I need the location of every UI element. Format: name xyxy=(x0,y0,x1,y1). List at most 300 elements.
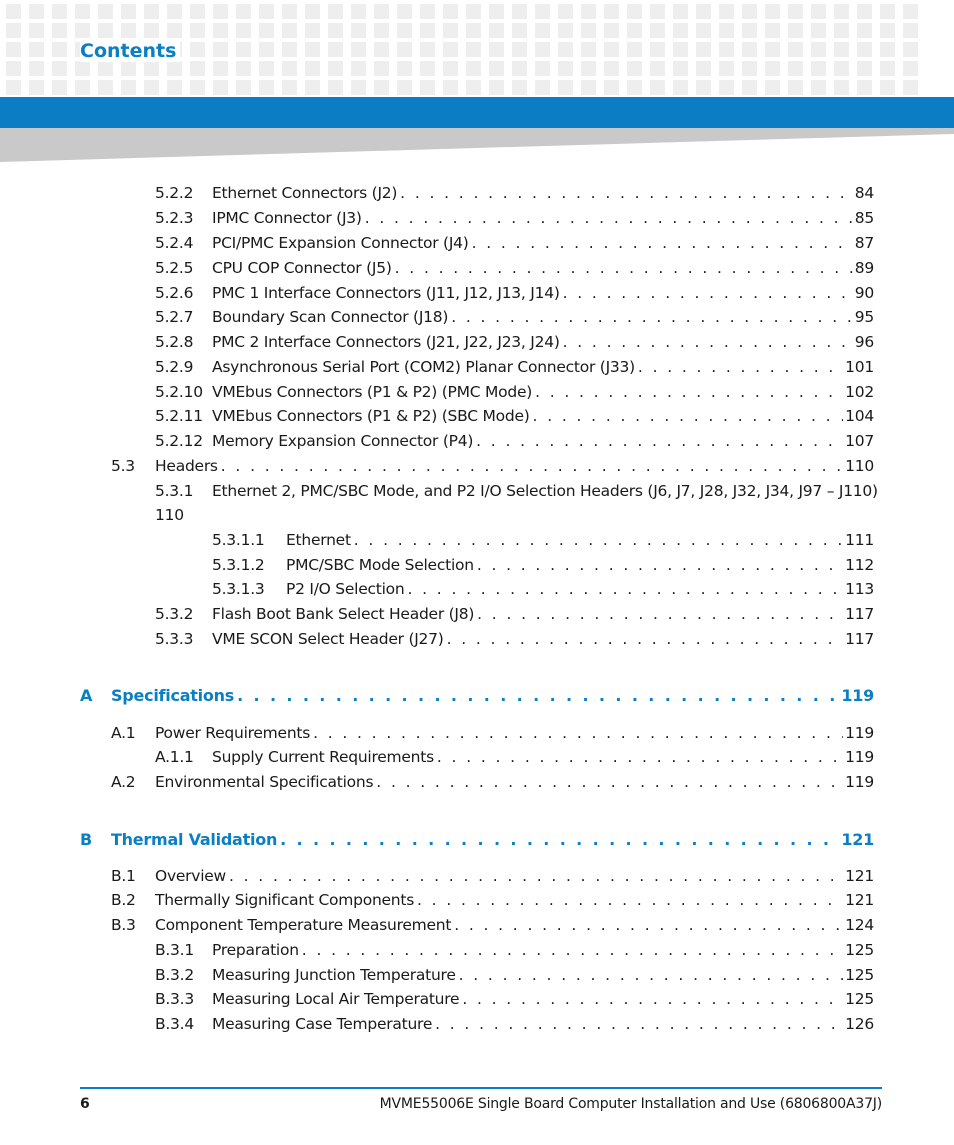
toc-entry[interactable] xyxy=(111,867,874,889)
pattern-square xyxy=(742,4,757,19)
toc-entry-title: PCI/PMC Expansion Connector (J4) xyxy=(212,234,469,252)
toc-entry[interactable] xyxy=(155,184,874,206)
toc-entry-title: Thermally Significant Components xyxy=(155,891,415,909)
toc-chapter-entry[interactable] xyxy=(80,830,874,852)
pattern-square xyxy=(834,80,849,95)
pattern-square xyxy=(305,61,320,76)
toc-entry-number: B.3.1 xyxy=(155,941,194,959)
toc-entry-page: 119 xyxy=(845,724,874,742)
pattern-square xyxy=(443,23,458,38)
toc-entry-number: 5.2.6 xyxy=(155,284,194,302)
pattern-square xyxy=(765,80,780,95)
pattern-square xyxy=(98,4,113,19)
toc-dot-leader xyxy=(237,686,839,705)
toc-entry[interactable] xyxy=(155,259,874,281)
pattern-square xyxy=(98,61,113,76)
toc-entry-page: 113 xyxy=(845,580,874,598)
toc-entry[interactable] xyxy=(155,966,874,988)
toc-entry-page: 125 xyxy=(845,990,874,1008)
pattern-square xyxy=(627,23,642,38)
pattern-square xyxy=(903,80,918,95)
toc-dot-leader xyxy=(229,867,843,885)
toc-entry-title: Ethernet 2, PMC/SBC Mode, and P2 I/O Selection Headers (J6, J7, J28, J32, J34, J97 – J110) xyxy=(212,482,878,500)
toc-entry-page: 85 xyxy=(854,209,874,227)
pattern-square xyxy=(719,80,734,95)
pattern-square xyxy=(52,23,67,38)
toc-entry-page: 119 xyxy=(845,748,874,766)
toc-entry-page: 124 xyxy=(845,916,874,934)
toc-entry-number: 5.2.4 xyxy=(155,234,194,252)
toc-entry-number: B.1 xyxy=(111,867,136,885)
pattern-square xyxy=(581,42,596,57)
toc-dot-leader xyxy=(408,580,844,598)
pattern-square xyxy=(98,80,113,95)
toc-dot-leader xyxy=(535,383,843,401)
pattern-square xyxy=(903,42,918,57)
pattern-square xyxy=(29,61,44,76)
toc-entry[interactable] xyxy=(155,941,874,963)
pattern-square xyxy=(29,42,44,57)
pattern-square xyxy=(535,23,550,38)
pattern-square xyxy=(512,42,527,57)
pattern-square xyxy=(558,23,573,38)
toc-entry-number: 5.3.2 xyxy=(155,605,194,623)
toc-entry-title: Specifications xyxy=(111,686,235,705)
pattern-square xyxy=(673,80,688,95)
pattern-square xyxy=(696,4,711,19)
toc-dot-leader xyxy=(459,966,844,984)
pattern-square xyxy=(29,4,44,19)
toc-entry[interactable] xyxy=(155,209,874,231)
pattern-square xyxy=(121,80,136,95)
pattern-square xyxy=(765,4,780,19)
pattern-square xyxy=(466,61,481,76)
toc-dot-leader xyxy=(365,209,853,227)
pattern-square xyxy=(719,23,734,38)
toc-entry-title: Supply Current Requirements xyxy=(212,748,434,766)
pattern-square xyxy=(512,4,527,19)
toc-entry-number: 5.2.12 xyxy=(155,432,203,450)
toc-entry-page: 125 xyxy=(845,941,874,959)
pattern-square xyxy=(742,42,757,57)
pattern-square xyxy=(604,42,619,57)
pattern-square xyxy=(903,4,918,19)
toc-entry-number: 5.3.3 xyxy=(155,630,194,648)
pattern-square xyxy=(443,61,458,76)
pattern-square xyxy=(121,61,136,76)
toc-entry-number: B.3 xyxy=(111,916,136,934)
pattern-square xyxy=(834,4,849,19)
toc-entry-page: 117 xyxy=(845,605,874,623)
pattern-square xyxy=(397,4,412,19)
pattern-square xyxy=(673,23,688,38)
toc-dot-leader xyxy=(302,941,843,959)
footer-rule xyxy=(80,1087,882,1089)
pattern-square xyxy=(236,23,251,38)
pattern-square xyxy=(627,61,642,76)
pattern-square xyxy=(259,80,274,95)
pattern-square xyxy=(627,42,642,57)
toc-entry-number: A xyxy=(80,686,93,705)
pattern-square xyxy=(581,80,596,95)
toc-entry-title: VMEbus Connectors (P1 & P2) (SBC Mode) xyxy=(212,407,530,425)
toc-entry-title: Preparation xyxy=(212,941,299,959)
pattern-square xyxy=(443,80,458,95)
toc-entry-number: 5.2.8 xyxy=(155,333,194,351)
toc-entry[interactable] xyxy=(155,333,874,355)
pattern-square xyxy=(696,23,711,38)
toc-entry-number: 5.3.1.3 xyxy=(212,580,265,598)
toc-entry-title: CPU COP Connector (J5) xyxy=(212,259,392,277)
toc-entry-number: A.1.1 xyxy=(155,748,194,766)
pattern-square xyxy=(236,80,251,95)
toc-entry-number: B.3.4 xyxy=(155,1015,194,1033)
toc-chapter-entry[interactable] xyxy=(80,686,874,708)
toc-entry-title: Flash Boot Bank Select Header (J8) xyxy=(212,605,475,623)
toc-entry-page: 121 xyxy=(845,867,874,885)
toc-entry-number: 5.2.11 xyxy=(155,407,203,425)
toc-dot-leader xyxy=(472,234,853,252)
pattern-square xyxy=(190,80,205,95)
header-blue-band xyxy=(0,97,954,128)
pattern-square xyxy=(719,4,734,19)
pattern-square xyxy=(213,61,228,76)
pattern-square xyxy=(190,61,205,76)
pattern-square xyxy=(627,80,642,95)
pattern-square xyxy=(604,80,619,95)
toc-entry-page: 104 xyxy=(845,407,874,425)
pattern-square xyxy=(857,80,872,95)
pattern-square xyxy=(811,80,826,95)
pattern-square xyxy=(52,80,67,95)
pattern-square xyxy=(788,4,803,19)
pattern-square xyxy=(259,4,274,19)
header-gray-wedge xyxy=(0,128,954,164)
toc-entry-title: Measuring Junction Temperature xyxy=(212,966,456,984)
toc-entry-title: Asynchronous Serial Port (COM2) Planar Connector (J33) xyxy=(212,358,635,376)
pattern-square xyxy=(673,42,688,57)
pattern-square xyxy=(236,61,251,76)
pattern-square xyxy=(351,80,366,95)
pattern-square xyxy=(489,4,504,19)
toc-entry-title: P2 I/O Selection xyxy=(286,580,405,598)
pattern-square xyxy=(397,42,412,57)
pattern-square xyxy=(696,80,711,95)
pattern-square xyxy=(903,61,918,76)
toc-entry[interactable] xyxy=(111,916,874,938)
footer-page-number: 6 xyxy=(80,1096,90,1112)
toc-dot-leader xyxy=(417,891,843,909)
toc-entry[interactable] xyxy=(111,891,874,913)
toc-dot-leader xyxy=(280,830,839,849)
toc-entry[interactable] xyxy=(155,990,874,1012)
pattern-square xyxy=(512,23,527,38)
toc-dot-leader xyxy=(354,531,843,549)
page-title: Contents xyxy=(80,40,180,62)
toc-entry-number: 5.3.1.1 xyxy=(212,531,265,549)
pattern-square xyxy=(144,4,159,19)
toc-entry-title: Memory Expansion Connector (P4) xyxy=(212,432,474,450)
pattern-square xyxy=(420,80,435,95)
toc-entry[interactable] xyxy=(155,630,874,652)
toc-entry-number: 5.2.3 xyxy=(155,209,194,227)
pattern-square xyxy=(167,23,182,38)
pattern-square xyxy=(190,42,205,57)
toc-entry[interactable] xyxy=(155,482,878,504)
toc-entry-title: Overview xyxy=(155,867,226,885)
toc-entry-page: 125 xyxy=(845,966,874,984)
toc-entry[interactable] xyxy=(111,457,874,479)
pattern-square xyxy=(282,23,297,38)
pattern-square xyxy=(742,23,757,38)
toc-entry-title: Component Temperature Measurement xyxy=(155,916,452,934)
toc-entry-title: Measuring Local Air Temperature xyxy=(212,990,460,1008)
pattern-square xyxy=(604,4,619,19)
pattern-square xyxy=(420,42,435,57)
pattern-square xyxy=(305,23,320,38)
pattern-square xyxy=(29,23,44,38)
pattern-square xyxy=(6,61,21,76)
toc-entry-page: 101 xyxy=(845,358,874,376)
toc-entry-title: VME SCON Select Header (J27) xyxy=(212,630,444,648)
pattern-square xyxy=(880,4,895,19)
pattern-square xyxy=(52,61,67,76)
pattern-square xyxy=(650,80,665,95)
pattern-square xyxy=(811,4,826,19)
toc-entry-title: Power Requirements xyxy=(155,724,311,742)
pattern-square xyxy=(535,80,550,95)
toc-entry-page: 117 xyxy=(845,630,874,648)
toc-entry[interactable] xyxy=(155,308,874,330)
toc-entry[interactable] xyxy=(155,1015,874,1037)
toc-entry-number: 5.3.1 xyxy=(155,482,194,500)
toc-dot-leader xyxy=(447,630,844,648)
pattern-square xyxy=(328,61,343,76)
toc-entry[interactable] xyxy=(212,556,874,578)
pattern-square xyxy=(857,42,872,57)
pattern-square xyxy=(305,80,320,95)
pattern-square xyxy=(765,42,780,57)
toc-entry[interactable] xyxy=(111,773,874,795)
pattern-square xyxy=(857,4,872,19)
pattern-square xyxy=(558,4,573,19)
toc-entry[interactable] xyxy=(155,432,874,454)
pattern-square xyxy=(328,4,343,19)
pattern-square xyxy=(397,80,412,95)
pattern-square xyxy=(466,42,481,57)
pattern-square xyxy=(742,61,757,76)
pattern-square xyxy=(788,61,803,76)
pattern-square xyxy=(765,61,780,76)
pattern-square xyxy=(397,61,412,76)
pattern-square xyxy=(167,4,182,19)
pattern-square xyxy=(673,4,688,19)
pattern-square xyxy=(167,61,182,76)
pattern-square xyxy=(558,80,573,95)
pattern-square xyxy=(466,23,481,38)
toc-entry-number: 5.2.9 xyxy=(155,358,194,376)
pattern-square xyxy=(581,61,596,76)
toc-dot-leader xyxy=(563,333,853,351)
pattern-square xyxy=(144,23,159,38)
footer-document-title: MVME55006E Single Board Computer Installation and Use (6806800A37J) xyxy=(379,1096,882,1112)
pattern-square xyxy=(880,42,895,57)
toc-entry[interactable] xyxy=(155,234,874,256)
pattern-square xyxy=(535,42,550,57)
toc-entry-page: 121 xyxy=(845,891,874,909)
toc-dot-leader xyxy=(221,457,843,475)
pattern-square xyxy=(466,80,481,95)
pattern-square xyxy=(282,42,297,57)
pattern-square xyxy=(650,61,665,76)
pattern-square xyxy=(765,23,780,38)
pattern-square xyxy=(190,23,205,38)
pattern-square xyxy=(351,61,366,76)
toc-dot-leader xyxy=(313,724,843,742)
pattern-square xyxy=(374,80,389,95)
toc-entry-number: B xyxy=(80,830,92,849)
toc-entry-page: 87 xyxy=(854,234,874,252)
pattern-square xyxy=(581,23,596,38)
toc-entry-title: Environmental Specifications xyxy=(155,773,374,791)
pattern-square xyxy=(351,42,366,57)
pattern-square xyxy=(581,4,596,19)
toc-entry-title: Headers xyxy=(155,457,218,475)
pattern-square xyxy=(788,80,803,95)
pattern-square xyxy=(374,23,389,38)
toc-entry[interactable] xyxy=(212,531,874,553)
pattern-square xyxy=(75,4,90,19)
pattern-square xyxy=(259,61,274,76)
pattern-square xyxy=(834,23,849,38)
pattern-square xyxy=(144,80,159,95)
pattern-square xyxy=(282,80,297,95)
toc-entry-title: PMC/SBC Mode Selection xyxy=(286,556,474,574)
pattern-square xyxy=(351,23,366,38)
toc-entry[interactable] xyxy=(155,284,874,306)
pattern-square xyxy=(52,4,67,19)
pattern-square xyxy=(489,42,504,57)
toc-entry[interactable] xyxy=(155,358,874,380)
pattern-square xyxy=(742,80,757,95)
pattern-square xyxy=(604,23,619,38)
toc-dot-leader xyxy=(435,1015,843,1033)
toc-entry-number: 5.2.2 xyxy=(155,184,194,202)
pattern-square xyxy=(374,61,389,76)
pattern-square xyxy=(857,61,872,76)
toc-entry-title: PMC 2 Interface Connectors (J21, J22, J23, J24) xyxy=(212,333,560,351)
pattern-square xyxy=(121,4,136,19)
toc-entry-title: Ethernet Connectors (J2) xyxy=(212,184,398,202)
toc-entry-page: 126 xyxy=(845,1015,874,1033)
toc-entry-page: 119 xyxy=(845,773,874,791)
pattern-square xyxy=(328,80,343,95)
pattern-square xyxy=(696,61,711,76)
pattern-square xyxy=(305,4,320,19)
toc-entry[interactable] xyxy=(111,724,874,746)
pattern-square xyxy=(880,80,895,95)
pattern-square xyxy=(512,80,527,95)
pattern-square xyxy=(351,4,366,19)
pattern-square xyxy=(811,42,826,57)
toc-entry-page: 121 xyxy=(841,830,874,849)
pattern-square xyxy=(397,23,412,38)
toc-entry-title: Ethernet xyxy=(286,531,351,549)
toc-entry[interactable] xyxy=(155,748,874,770)
toc-entry-page: 102 xyxy=(845,383,874,401)
pattern-square xyxy=(236,42,251,57)
toc-dot-leader xyxy=(376,773,843,791)
toc-dot-leader xyxy=(400,184,853,202)
pattern-square xyxy=(443,42,458,57)
toc-entry-title: PMC 1 Interface Connectors (J11, J12, J13, J14) xyxy=(212,284,560,302)
pattern-square xyxy=(811,61,826,76)
pattern-square xyxy=(788,42,803,57)
toc-entry-title: Measuring Case Temperature xyxy=(212,1015,433,1033)
toc-entry[interactable] xyxy=(155,383,874,405)
pattern-square xyxy=(650,42,665,57)
pattern-square xyxy=(466,4,481,19)
toc-entry-page: 110 xyxy=(155,506,184,524)
pattern-square xyxy=(489,23,504,38)
toc-entry-title: Boundary Scan Connector (J18) xyxy=(212,308,449,326)
pattern-square xyxy=(489,80,504,95)
pattern-square xyxy=(75,23,90,38)
toc-entry-number: B.3.3 xyxy=(155,990,194,1008)
toc-entry-number: 5.3 xyxy=(111,457,135,475)
toc-entry[interactable] xyxy=(155,605,874,627)
toc-dot-leader xyxy=(533,407,844,425)
toc-entry[interactable] xyxy=(155,407,874,429)
pattern-square xyxy=(604,61,619,76)
toc-entry-page: 90 xyxy=(854,284,874,302)
pattern-square xyxy=(213,23,228,38)
pattern-square xyxy=(811,23,826,38)
pattern-square xyxy=(52,42,67,57)
toc-entry-page: 112 xyxy=(845,556,874,574)
pattern-square xyxy=(834,42,849,57)
toc-entry-number: 5.2.5 xyxy=(155,259,194,277)
toc-entry[interactable] xyxy=(212,580,874,602)
toc-dot-leader xyxy=(563,284,853,302)
pattern-square xyxy=(650,23,665,38)
pattern-square xyxy=(420,4,435,19)
pattern-square xyxy=(213,80,228,95)
pattern-square xyxy=(673,61,688,76)
pattern-square xyxy=(167,80,182,95)
pattern-square xyxy=(6,4,21,19)
toc-dot-leader xyxy=(454,916,843,934)
pattern-square xyxy=(558,42,573,57)
pattern-square xyxy=(719,61,734,76)
pattern-square xyxy=(512,61,527,76)
toc-dot-leader xyxy=(395,259,853,277)
toc-entry-title: Thermal Validation xyxy=(111,830,278,849)
pattern-square xyxy=(259,42,274,57)
pattern-square xyxy=(650,4,665,19)
toc-entry-page: 111 xyxy=(845,531,874,549)
toc-dot-leader xyxy=(451,308,853,326)
pattern-square xyxy=(880,23,895,38)
pattern-square xyxy=(834,61,849,76)
pattern-square xyxy=(374,42,389,57)
toc-dot-leader xyxy=(462,990,843,1008)
toc-entry-number: 5.2.7 xyxy=(155,308,194,326)
pattern-square xyxy=(144,61,159,76)
toc-entry-page: 110 xyxy=(845,457,874,475)
pattern-square xyxy=(374,4,389,19)
pattern-square xyxy=(282,4,297,19)
